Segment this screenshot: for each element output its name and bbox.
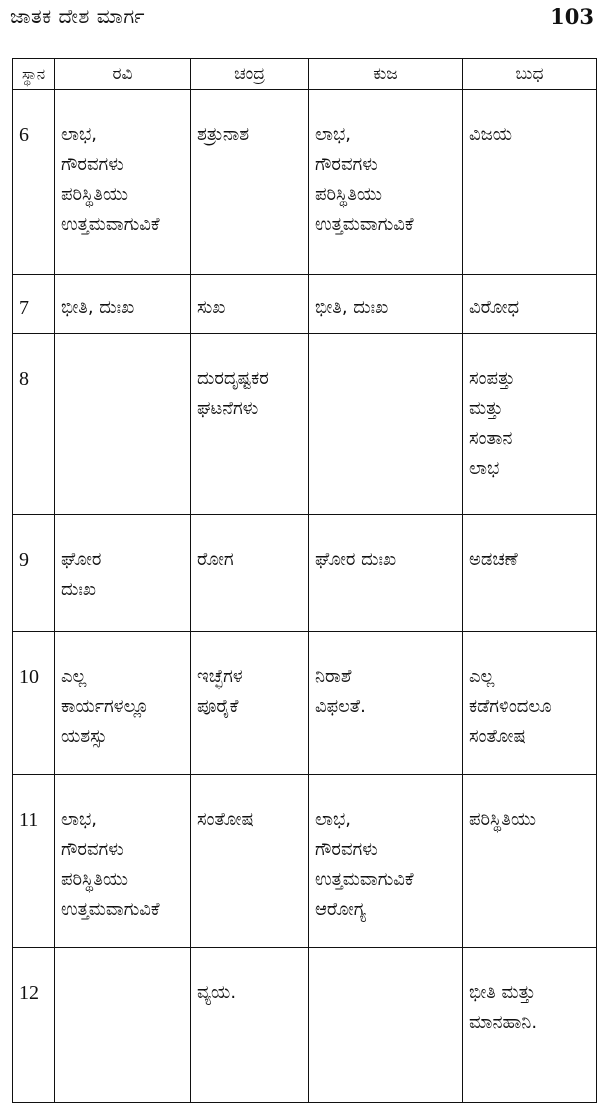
- cell-text-line: ಸುಖ: [197, 297, 226, 318]
- cell-text-line: ವಿರೋಧ: [469, 297, 520, 318]
- cell-text-line: ಭೀತಿ ಮತ್ತು: [469, 982, 536, 1003]
- cell-text-line: ಕಡೆಗಳಿಂದಲೂ: [469, 696, 552, 717]
- effect-cell-moon: [191, 275, 309, 334]
- effect-cell-sun: [55, 775, 191, 948]
- cell-text-line: ವ್ಯಯ.: [197, 982, 237, 1003]
- cell-text-line: ವಿಜಯ: [469, 124, 512, 145]
- effect-cell-mars: [309, 334, 463, 515]
- effect-cell-moon: [191, 775, 309, 948]
- cell-text-line: ಎಲ್ಲ: [469, 666, 495, 687]
- cell-text-line: ಪರಿಸ್ಥಿತಿಯು: [61, 869, 128, 890]
- cell-text-line: ಘೋರ: [61, 549, 102, 570]
- column-header-sun: ರವಿ: [55, 59, 191, 90]
- effect-cell-moon: [191, 632, 309, 775]
- cell-text-line: ಲಾಭ,: [61, 809, 98, 830]
- effect-cell-sun: [55, 275, 191, 334]
- page-number: 103: [550, 4, 594, 29]
- position-cell: 7: [13, 275, 55, 334]
- cell-text-line: ವಿಫಲತೆ.: [315, 696, 366, 717]
- book-title: ಜಾತಕ ದೇಶ ಮಾರ್ಗ: [10, 4, 146, 28]
- cell-text-line: ಯಶಸ್ಸು: [61, 726, 108, 747]
- cell-text-line: ಗೌರವಗಳು: [315, 839, 378, 860]
- cell-text-line: ಉತ್ತಮವಾಗುವಿಕೆ: [315, 214, 414, 235]
- position-cell: 9: [13, 515, 55, 632]
- position-cell: 12: [13, 948, 55, 1103]
- effect-cell-mars: [309, 275, 463, 334]
- column-header-mars: ಕುಜ: [309, 59, 463, 90]
- cell-text-line: ಪೂರೈಕೆ: [197, 696, 239, 717]
- table-row: [13, 275, 597, 334]
- effect-cell-sun: [55, 948, 191, 1103]
- cell-text-line: ಉತ್ತಮವಾಗುವಿಕೆ: [61, 899, 160, 920]
- cell-text-line: ಭೀತಿ, ದುಃಖ: [315, 297, 389, 318]
- cell-text-line: ಅಡಚಣೆ: [469, 549, 518, 570]
- cell-text-line: ಪರಿಸ್ಥಿತಿಯು: [61, 184, 128, 205]
- effect-cell-moon: [191, 515, 309, 632]
- planet-position-table: [12, 58, 597, 1103]
- cell-text-line: ಮತ್ತು: [469, 398, 503, 419]
- effect-cell-sun: [55, 334, 191, 515]
- cell-text-line: ಲಾಭ,: [61, 124, 98, 145]
- cell-text-line: ಶತ್ರುನಾಶ: [197, 124, 250, 145]
- effect-cell-mercury: [463, 948, 597, 1103]
- effect-cell-mercury: [463, 515, 597, 632]
- effect-cell-mars: [309, 632, 463, 775]
- effect-cell-mercury: [463, 275, 597, 334]
- cell-text-line: ಲಾಭ,: [315, 124, 352, 145]
- effect-cell-mars: [309, 775, 463, 948]
- cell-text-line: ಸಂತೋಷ: [197, 809, 254, 830]
- table-header-row: [13, 59, 597, 90]
- effect-cell-mercury: [463, 334, 597, 515]
- cell-text-line: ಕಾರ್ಯಗಳಲ್ಲೂ: [61, 696, 149, 717]
- cell-text-line: ಆರೋಗ್ಯ: [315, 899, 367, 920]
- effect-cell-sun: [55, 90, 191, 275]
- position-cell: 6: [13, 90, 55, 275]
- column-header-moon: ಚಂದ್ರ: [191, 59, 309, 90]
- cell-text-line: ಘೋರ ದುಃಖ: [315, 549, 397, 570]
- cell-text-line: ದುಃಖ: [61, 579, 96, 600]
- cell-text-line: ಇಚ್ಛೆಗಳ: [197, 666, 243, 687]
- cell-text-line: ಲಾಭ: [469, 458, 500, 479]
- column-header-position: ಸ್ಥಾನ: [13, 59, 55, 90]
- cell-text-line: ದುರದೃಷ್ಟಕರ: [197, 368, 269, 389]
- cell-text-line: ಭೀತಿ, ದುಃಖ: [61, 297, 135, 318]
- table-row: [13, 334, 597, 515]
- effect-cell-mercury: [463, 632, 597, 775]
- position-cell: 11: [13, 775, 55, 948]
- table-row: [13, 948, 597, 1103]
- cell-text-line: ಉತ್ತಮವಾಗುವಿಕೆ: [61, 214, 160, 235]
- effect-cell-moon: [191, 948, 309, 1103]
- page-header: [10, 4, 594, 40]
- effect-cell-mars: [309, 90, 463, 275]
- cell-text-line: ಸಂತೋಷ: [469, 726, 526, 747]
- effect-cell-moon: [191, 334, 309, 515]
- cell-text-line: ಸಂಪತ್ತು: [469, 368, 515, 389]
- effect-cell-sun: [55, 632, 191, 775]
- cell-text-line: ಸಂತಾನ: [469, 428, 513, 449]
- table-row: [13, 90, 597, 275]
- cell-text-line: ಘಟನೆಗಳು: [197, 398, 259, 419]
- effect-cell-moon: [191, 90, 309, 275]
- table-row: [13, 775, 597, 948]
- position-cell: 8: [13, 334, 55, 515]
- table-row: [13, 515, 597, 632]
- cell-text-line: ಪರಿಸ್ಥಿತಿಯು: [315, 184, 382, 205]
- table-row: [13, 632, 597, 775]
- effect-cell-mars: [309, 948, 463, 1103]
- cell-text-line: ಗೌರವಗಳು: [315, 154, 378, 175]
- effect-cell-mars: [309, 515, 463, 632]
- effect-cell-mercury: [463, 775, 597, 948]
- cell-text-line: ಮಾನಹಾನಿ.: [469, 1012, 538, 1033]
- cell-text-line: ಉತ್ತಮವಾಗುವಿಕೆ: [315, 869, 414, 890]
- position-cell: 10: [13, 632, 55, 775]
- cell-text-line: ರೋಗ: [197, 549, 234, 570]
- column-header-mercury: ಬುಧ: [463, 59, 597, 90]
- cell-text-line: ಲಾಭ,: [315, 809, 352, 830]
- effect-cell-mercury: [463, 90, 597, 275]
- effect-cell-sun: [55, 515, 191, 632]
- cell-text-line: ಪರಿಸ್ಥಿತಿಯು: [469, 809, 536, 830]
- cell-text-line: ಗೌರವಗಳು: [61, 839, 124, 860]
- cell-text-line: ನಿರಾಶೆ: [315, 666, 352, 687]
- cell-text-line: ಗೌರವಗಳು: [61, 154, 124, 175]
- cell-text-line: ಎಲ್ಲ: [61, 666, 87, 687]
